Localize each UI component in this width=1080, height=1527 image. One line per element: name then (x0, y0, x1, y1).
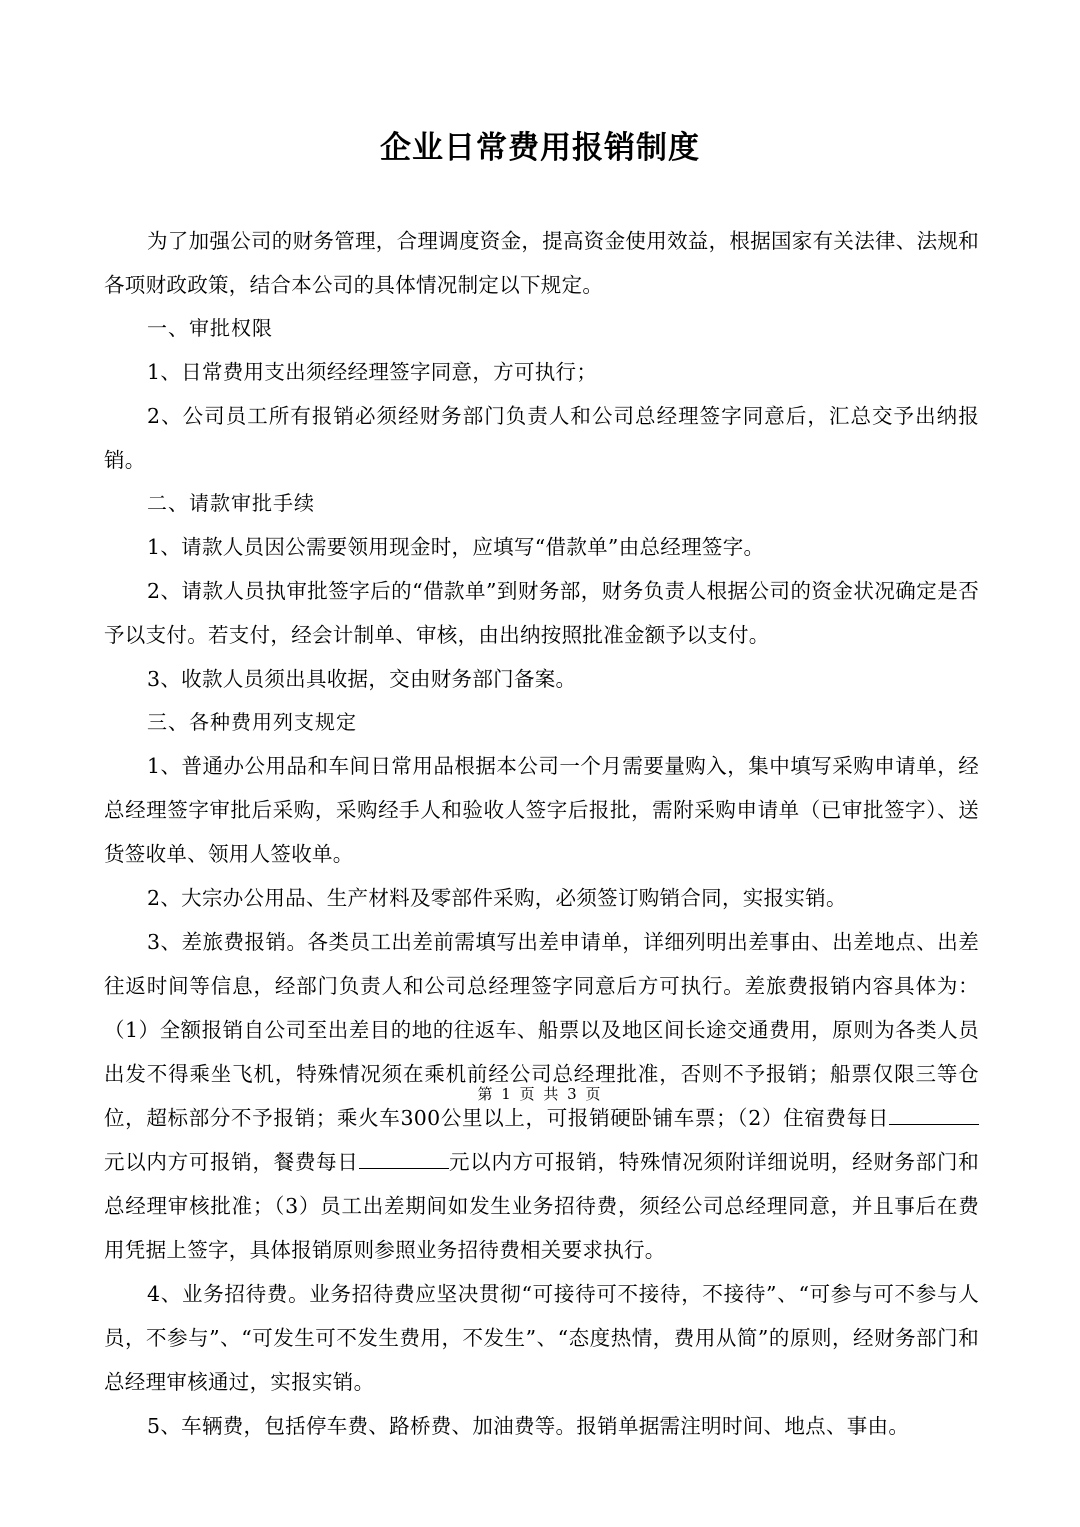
paragraph: 3、收款人员须出具收据，交由财务部门备案。 (147, 667, 577, 691)
paragraph: 1、普通办公用品和车间日常用品根据本公司一个月需要量购入，集中填写采购申请单，经总经理签字审批后采购，采购经手人和验收人签字后报批，需附采购申请单（已审批签字）、送货签收单、领用人签收单。 (104, 754, 979, 866)
lodging-amount-blank (889, 1106, 979, 1125)
paragraph: 2、大宗办公用品、生产材料及零部件采购，必须签订购销合同，实报实销。 (147, 886, 847, 910)
section-heading-approval: 一、审批权限 (147, 316, 273, 340)
paragraph: 5、车辆费，包括停车费、路桥费、加油费等。报销单据需注明时间、地点、事由。 (147, 1414, 910, 1438)
paragraph: 2、请款人员执审批签字后的“借款单”到财务部，财务负责人根据公司的资金状况确定是否予以支付。若支付，经会计制单、审核，由出纳按照批准金额予以支付。 (104, 579, 979, 647)
section-heading-request: 二、请款审批手续 (147, 491, 315, 515)
travel-text-3: 元以内方可报销，特殊情况须附详细说明，经财务部门和总经理审核批准；（3）员工出差期间如发生业务招待费，须经公司总经理同意，并且事后在费用凭据上签字，具体报销原则参照业务招待费相关要求执行。 (104, 1150, 979, 1262)
travel-text-2: 元以内方可报销，餐费每日 (104, 1150, 359, 1174)
section-heading-expenses: 三、各种费用列支规定 (147, 710, 357, 734)
document-body (104, 219, 979, 1448)
meal-amount-blank (359, 1150, 449, 1169)
paragraph: 1、日常费用支出须经经理签字同意，方可执行； (147, 360, 598, 384)
paragraph: 1、请款人员因公需要领用现金时，应填写“借款单”由总经理签字。 (147, 535, 765, 559)
intro-paragraph: 为了加强公司的财务管理，合理调度资金，提高资金使用效益，根据国家有关法律、法规和各项财政政策，结合本公司的具体情况制定以下规定。 (104, 229, 979, 297)
paragraph: 4、业务招待费。业务招待费应坚决贯彻“可接待可不接待，不接待”、“可参与可不参与人员，不参与”、“可发生可不发生费用，不发生”、“态度热情，费用从简”的原则，经财务部门和总经理审核通过，实报实销。 (104, 1282, 979, 1394)
travel-text-1: 3、差旅费报销。各类员工出差前需填写出差申请单，详细列明出差事由、出差地点、出差往返时间等信息，经部门负责人和公司总经理签字同意后方可执行。差旅费报销内容具体为：（1）全额报销自公司至出差目的地的往返车、船票以及地区间长途交通费用，原则为各类人员出发不得乘坐飞机，特殊情况须在乘机前经公司总经理批准，否则不予报销；船票仅限三等仓位，超标部分不予报销；乘火车300公里以上，可报销硬卧铺车票；（2）住宿费每日 (104, 930, 979, 1130)
page-footer: 第 1 页 共 3 页 (477, 1085, 603, 1103)
document-title: 企业日常费用报销制度 (380, 130, 700, 166)
paragraph: 2、公司员工所有报销必须经财务部门负责人和公司总经理签字同意后，汇总交予出纳报销。 (104, 404, 979, 472)
